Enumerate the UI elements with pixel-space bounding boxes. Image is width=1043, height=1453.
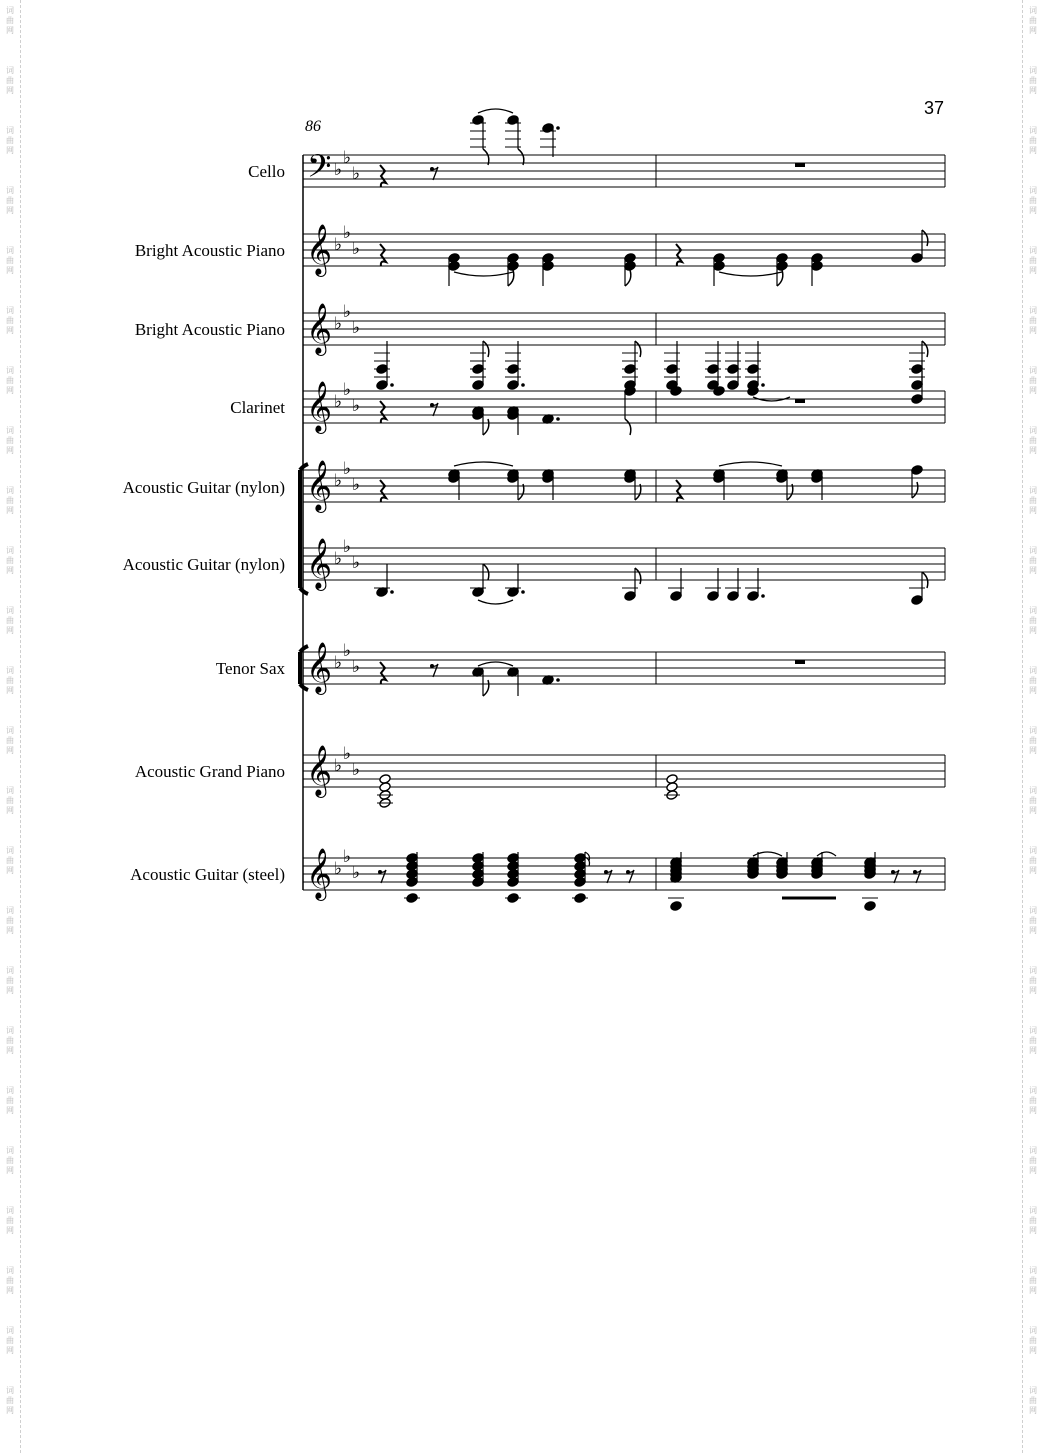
watermark-glyphs: 词 曲 网 (1029, 786, 1037, 815)
watermark-glyphs: 词 曲 网 (1029, 366, 1037, 395)
staff-6 (303, 548, 945, 580)
eighth-rest (432, 403, 438, 416)
augmentation-dot (761, 383, 765, 387)
watermark-glyphs: 词 曲 网 (1029, 726, 1037, 755)
notehead (624, 591, 636, 602)
notehead (542, 261, 554, 272)
notehead (507, 261, 519, 272)
key-signature-flat: ♭ (343, 744, 352, 764)
watermark-glyphs: 词 曲 网 (6, 1386, 14, 1415)
note-flag (483, 680, 489, 696)
staff-9 (303, 858, 945, 890)
watermark-glyphs: 词 曲 网 (6, 1086, 14, 1115)
eighth-rest (432, 664, 438, 677)
watermark-glyphs: 词 曲 网 (6, 846, 14, 875)
treble-clef: 𝄞 (306, 381, 333, 432)
notehead (707, 591, 719, 602)
key-signature-flat: ♭ (334, 653, 343, 673)
instrument-label-steel-guitar: Acoustic Guitar (steel) (130, 865, 285, 884)
watermark-glyphs: 词 曲 网 (6, 426, 14, 455)
notehead (911, 595, 923, 606)
watermark-glyphs: 词 曲 网 (1029, 1326, 1037, 1355)
watermark-glyphs: 词 曲 网 (1029, 606, 1037, 635)
eighth-rest (915, 870, 921, 883)
quarter-rest (676, 480, 682, 502)
staff-3 (303, 313, 945, 345)
notehead (713, 261, 725, 272)
measure-number: 86 (305, 118, 321, 135)
key-signature-flat: ♭ (352, 239, 361, 259)
key-signature-flat: ♭ (352, 657, 361, 677)
staff-1 (303, 155, 945, 187)
note-flag (625, 270, 631, 286)
key-signature-flat: ♭ (352, 863, 361, 883)
bass-clef: 𝄢 (307, 148, 332, 192)
watermark-glyphs: 词 曲 网 (6, 246, 14, 275)
watermark-glyphs: 词 曲 网 (1029, 1086, 1037, 1115)
key-signature-flat: ♭ (334, 756, 343, 776)
quarter-rest (676, 244, 682, 266)
watermark-glyphs: 词 曲 网 (1029, 966, 1037, 995)
watermark-glyphs: 词 曲 网 (6, 906, 14, 935)
watermark-glyphs: 词 曲 网 (1029, 1206, 1037, 1235)
key-signature-flat: ♭ (334, 392, 343, 412)
notehead (624, 261, 636, 272)
note-flag (635, 341, 641, 357)
watermark-glyphs: 词 曲 网 (6, 186, 14, 215)
key-signature-flat: ♭ (334, 859, 343, 879)
notehead (670, 901, 682, 912)
key-signature-flat: ♭ (334, 160, 343, 180)
key-signature-flat: ♭ (352, 475, 361, 495)
notehead (507, 877, 519, 888)
watermark-glyphs: 词 曲 网 (1029, 186, 1037, 215)
watermark-glyphs: 词 曲 网 (1029, 906, 1037, 935)
whole-rest (795, 399, 805, 403)
key-signature-flat: ♭ (343, 537, 352, 557)
quarter-rest (380, 401, 386, 423)
watermark-glyphs: 词 曲 网 (6, 1206, 14, 1235)
tie (454, 272, 513, 276)
instrument-label-nylon-guitar-1: Acoustic Guitar (nylon) (122, 478, 285, 497)
treble-clef: 𝄞 (306, 538, 333, 589)
watermark-glyphs: 词 曲 网 (6, 726, 14, 755)
treble-clef: 𝄞 (306, 642, 333, 693)
watermark-glyphs: 词 曲 网 (1029, 486, 1037, 515)
whole-rest (795, 660, 805, 664)
augmentation-dot (521, 383, 525, 387)
watermark-glyphs: 词 曲 网 (1029, 1026, 1037, 1055)
watermark-glyphs: 词 曲 网 (6, 966, 14, 995)
note-flag (483, 419, 489, 435)
treble-clef: 𝄞 (306, 460, 333, 511)
notehead (864, 901, 876, 912)
notehead (776, 261, 788, 272)
tie (719, 462, 782, 466)
notehead (507, 380, 519, 391)
watermark-glyphs: 词 曲 网 (6, 306, 14, 335)
notehead (911, 394, 923, 405)
notehead (670, 591, 682, 602)
key-signature-flat: ♭ (352, 553, 361, 573)
tie (478, 600, 513, 604)
watermark-glyphs: 词 曲 网 (1029, 306, 1037, 335)
key-signature-flat: ♭ (334, 314, 343, 334)
watermark-glyphs: 词 曲 网 (1029, 846, 1037, 875)
page-number: 37 (924, 98, 945, 118)
notehead (911, 253, 923, 264)
note-flag (625, 419, 631, 435)
notehead (472, 115, 484, 126)
watermark-glyphs: 词 曲 网 (6, 1266, 14, 1295)
quarter-rest (380, 480, 386, 502)
whole-rest (795, 163, 805, 167)
key-signature-flat: ♭ (352, 760, 361, 780)
key-signature-flat: ♭ (334, 235, 343, 255)
watermark-glyphs: 词 曲 网 (6, 6, 14, 35)
watermark-glyphs: 词 曲 网 (6, 546, 14, 575)
watermark-glyphs: 词 曲 网 (6, 366, 14, 395)
key-signature-flat: ♭ (352, 396, 361, 416)
augmentation-dot (556, 417, 560, 421)
watermark-glyphs: 词 曲 网 (1029, 126, 1037, 155)
notehead (472, 380, 484, 391)
augmentation-dot (390, 590, 394, 594)
notehead (448, 261, 460, 272)
tie (478, 662, 513, 666)
staff-7 (303, 652, 945, 684)
tie (719, 272, 782, 276)
eighth-rest (893, 870, 899, 883)
notehead (727, 380, 739, 391)
key-signature-flat: ♭ (343, 223, 352, 243)
eighth-rest (628, 870, 634, 883)
watermark-glyphs: 词 曲 网 (1029, 6, 1037, 35)
notehead (811, 261, 823, 272)
watermark-glyphs: 词 曲 网 (1029, 546, 1037, 575)
key-signature-flat: ♭ (343, 847, 352, 867)
augmentation-dot (556, 126, 560, 130)
augmentation-dot (556, 678, 560, 682)
watermark-glyphs: 词 曲 网 (1029, 426, 1037, 455)
key-signature-flat: ♭ (343, 302, 352, 322)
notehead (542, 123, 554, 134)
watermark-glyphs: 词 曲 网 (1029, 66, 1037, 95)
note-flag (912, 482, 918, 498)
key-signature-flat: ♭ (343, 459, 352, 479)
augmentation-dot (521, 590, 525, 594)
treble-clef: 𝄞 (306, 848, 333, 899)
note-flag (922, 341, 928, 357)
staff-4 (303, 391, 945, 423)
notehead (376, 380, 388, 391)
tie (454, 462, 513, 466)
watermark-glyphs: 词 曲 网 (6, 1026, 14, 1055)
staff-systems (300, 109, 945, 911)
tie (478, 109, 513, 113)
watermark-glyphs: 词 曲 网 (6, 66, 14, 95)
notehead (406, 877, 418, 888)
quarter-rest (380, 662, 386, 684)
instrument-label-nylon-guitar-2: Acoustic Guitar (nylon) (122, 555, 285, 574)
notehead (911, 465, 923, 476)
instrument-label-bright-piano-2: Bright Acoustic Piano (134, 320, 285, 339)
notehead (911, 380, 923, 391)
watermark-glyphs: 词 曲 网 (6, 1326, 14, 1355)
treble-clef: 𝄞 (306, 224, 333, 275)
instrument-label-bright-piano-1: Bright Acoustic Piano (134, 241, 285, 260)
key-signature-flat: ♭ (334, 549, 343, 569)
instrument-label-tenor-sax: Tenor Sax (215, 659, 285, 678)
quarter-rest (380, 244, 386, 266)
key-signature-flat: ♭ (343, 641, 352, 661)
staff-8 (303, 755, 945, 787)
instrument-label-grand-piano: Acoustic Grand Piano (134, 762, 285, 781)
augmentation-dot (390, 383, 394, 387)
eighth-rest (432, 167, 438, 180)
notehead (507, 115, 519, 126)
quarter-rest (380, 165, 386, 187)
watermark-glyphs: 词 曲 网 (1029, 1386, 1037, 1415)
instrument-label-clarinet: Clarinet (230, 398, 285, 417)
key-signature-flat: ♭ (343, 148, 352, 168)
note-flag (635, 568, 641, 584)
key-signature-flat: ♭ (343, 380, 352, 400)
note-flag (922, 230, 928, 246)
watermark-glyphs: 词 曲 网 (1029, 246, 1037, 275)
staff-2 (303, 234, 945, 266)
treble-clef: 𝄞 (306, 303, 333, 354)
key-signature-flat: ♭ (352, 318, 361, 338)
watermark-glyphs: 词 曲 网 (1029, 1266, 1037, 1295)
tie (753, 852, 782, 856)
instrument-label-cello: Cello (248, 162, 285, 181)
key-signature-flat: ♭ (334, 471, 343, 491)
notehead (472, 877, 484, 888)
eighth-rest (606, 870, 612, 883)
watermark-glyphs: 词 曲 网 (1029, 1146, 1037, 1175)
watermark-glyphs: 词 曲 网 (1029, 666, 1037, 695)
watermark-glyphs: 词 曲 网 (6, 606, 14, 635)
augmentation-dot (761, 594, 765, 598)
note-flag (483, 341, 489, 357)
notehead (747, 591, 759, 602)
watermark-glyphs: 词 曲 网 (6, 666, 14, 695)
watermark-glyphs: 词 曲 网 (6, 786, 14, 815)
treble-clef: 𝄞 (306, 745, 333, 796)
key-signature-flat: ♭ (352, 164, 361, 184)
watermark-glyphs: 词 曲 网 (6, 126, 14, 155)
tie (817, 852, 836, 856)
eighth-rest (380, 870, 386, 883)
watermark-glyphs: 词 曲 网 (6, 486, 14, 515)
watermark-glyphs: 词 曲 网 (6, 1146, 14, 1175)
notehead (574, 877, 586, 888)
notehead (727, 591, 739, 602)
staff-5 (303, 470, 945, 502)
note-flag (585, 852, 590, 866)
